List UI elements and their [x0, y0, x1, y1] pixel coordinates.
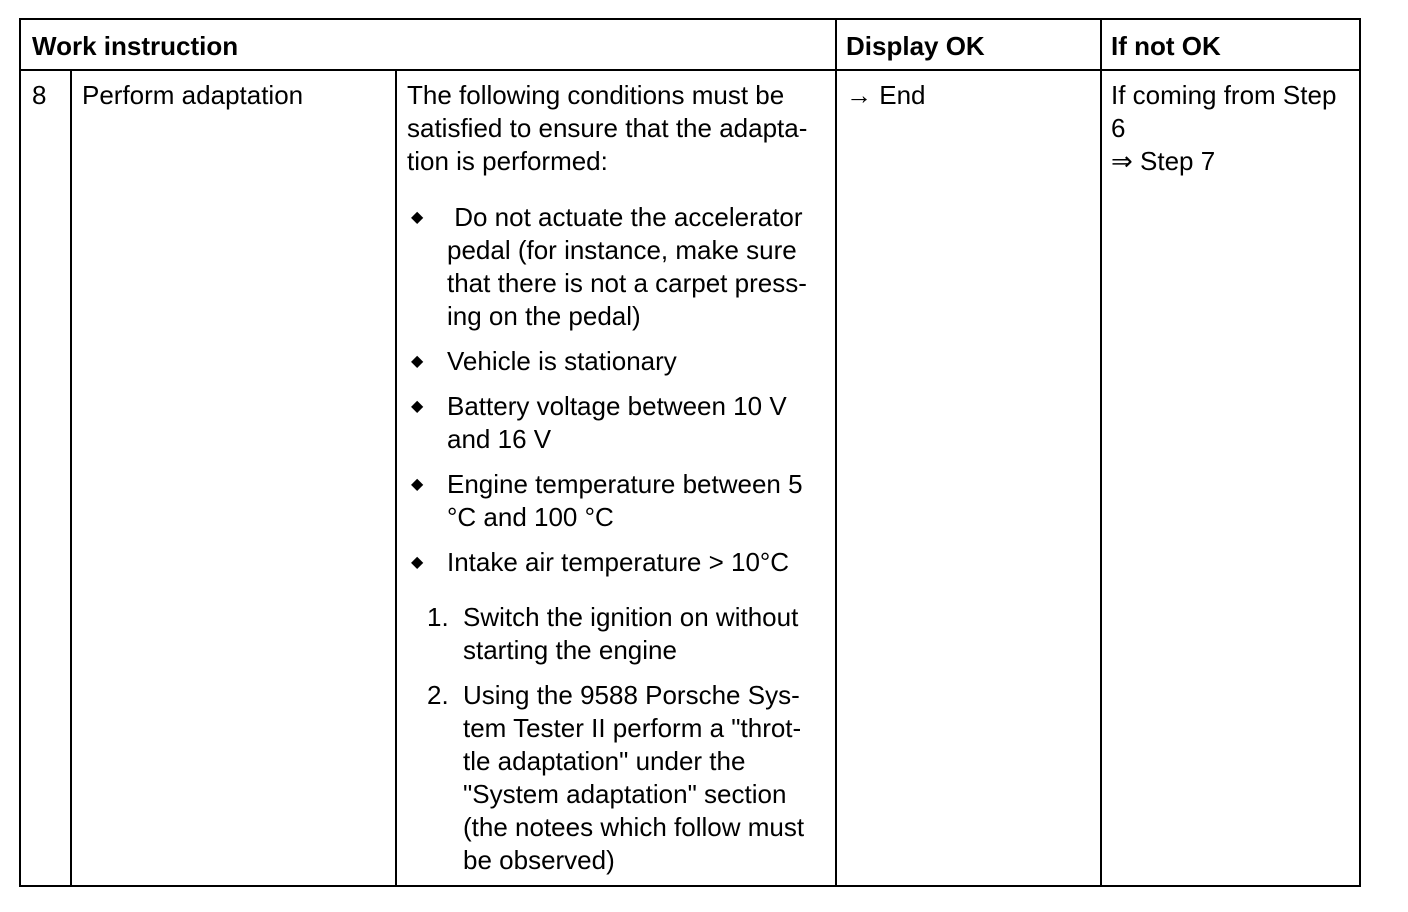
if-not-ok-line: ⇒ Step 7 — [1111, 146, 1216, 176]
column-divider-display — [835, 20, 837, 885]
bullet-line: Vehicle is stationary — [447, 346, 677, 376]
header-work-instruction: Work instruction — [32, 31, 239, 61]
column-divider-step — [70, 71, 72, 885]
intro-line: satisfied to ensure that the adapta- — [407, 113, 808, 143]
diamond-bullet-icon: ◆ — [411, 398, 424, 415]
work-instruction-table — [19, 18, 1361, 887]
bullet-line: and 16 V — [447, 424, 552, 454]
step-list-line: Switch the ignition on without — [463, 602, 799, 632]
display-ok-value: → End — [846, 80, 926, 110]
bullet-line: °C and 100 °C — [447, 502, 614, 532]
step-list-line: starting the engine — [463, 635, 677, 665]
bullet-line: Do not actuate the accelerator — [447, 202, 803, 232]
header-display-ok: Display OK — [846, 31, 985, 61]
diamond-bullet-icon: ◆ — [411, 476, 424, 493]
step-action: Perform adaptation — [82, 80, 304, 110]
step-list-line: (the notees which follow must — [463, 812, 805, 842]
step-list-number: 1. — [427, 602, 449, 632]
step-list-line: Using the 9588 Porsche Sys- — [463, 680, 800, 710]
bullet-line: Battery voltage between 10 V — [447, 391, 787, 421]
bullet-line: Engine temperature between 5 — [447, 469, 803, 499]
bullet-line: that there is not a carpet press- — [447, 268, 807, 298]
column-divider-ifnot — [1100, 20, 1102, 885]
step-list-line: tem Tester II perform a "throt- — [463, 713, 802, 743]
header-divider — [21, 69, 1359, 71]
diamond-bullet-icon: ◆ — [411, 554, 424, 571]
bullet-line: pedal (for instance, make sure — [447, 235, 797, 265]
bullet-line: Intake air temperature > 10°C — [447, 547, 790, 577]
column-divider-action — [395, 71, 397, 885]
step-list-line: be observed) — [463, 845, 615, 875]
diamond-bullet-icon: ◆ — [411, 209, 424, 226]
header-if-not-ok: If not OK — [1111, 31, 1221, 61]
intro-line: tion is performed: — [407, 146, 608, 176]
diamond-bullet-icon: ◆ — [411, 353, 424, 370]
if-not-ok-line: 6 — [1111, 113, 1126, 143]
step-list-line: tle adaptation" under the — [463, 746, 746, 776]
step-list-number: 2. — [427, 680, 449, 710]
step-number: 8 — [32, 80, 47, 110]
if-not-ok-line: If coming from Step — [1111, 80, 1337, 110]
bullet-line: ing on the pedal) — [447, 301, 641, 331]
step-list-line: "System adaptation" section — [463, 779, 787, 809]
intro-line: The following conditions must be — [407, 80, 785, 110]
